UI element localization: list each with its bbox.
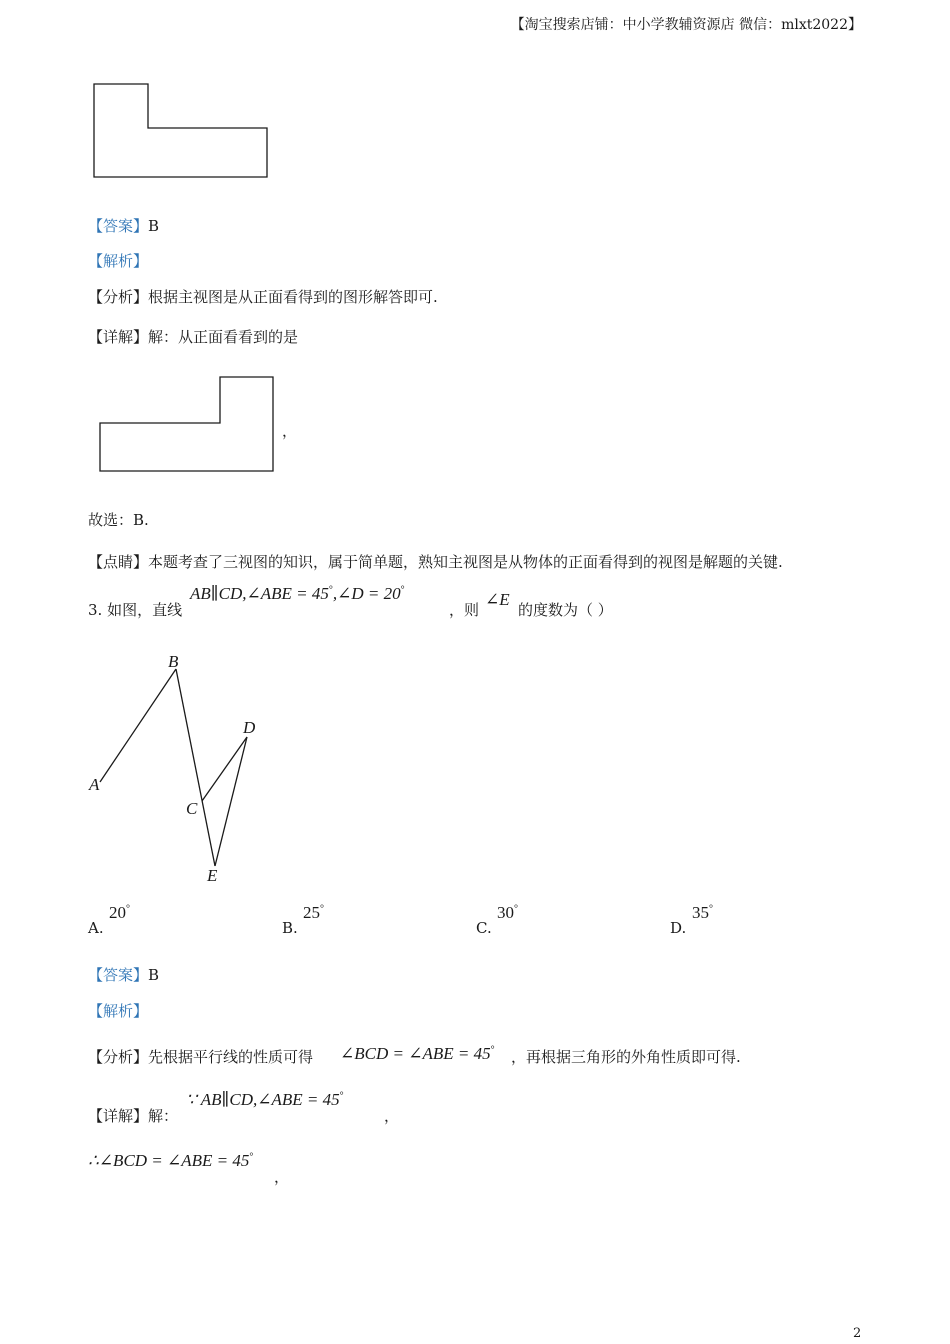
option-c-label: C. xyxy=(476,919,492,937)
q3-stem-suffix: 的度数为（ ） xyxy=(518,601,613,619)
q2-analysis-tag: 【解析】 xyxy=(88,252,149,270)
degree-sign: ° xyxy=(320,903,324,915)
degree-sign: ° xyxy=(249,1151,254,1163)
option-b-value xyxy=(303,903,324,923)
option-b-label: B. xyxy=(282,919,298,937)
q2-detail-comma: ， xyxy=(282,422,298,440)
q3-detail-math2-text: ∴∠BCD = ∠ABE = 45 xyxy=(88,1151,250,1170)
degree-sign: ° xyxy=(339,1090,344,1102)
point-label-d: D xyxy=(243,718,256,737)
q3-detail-comma1: ， xyxy=(384,1107,400,1125)
option-d-value xyxy=(692,903,713,923)
q3-fenxi-post: ，再根据三角形的外角性质即可得. xyxy=(511,1048,741,1066)
q3-detail-line xyxy=(88,1106,178,1126)
q2-detail: 解：从正面看看到的是 xyxy=(148,328,299,346)
point-label-c: C xyxy=(186,799,198,818)
option-c-value xyxy=(497,903,518,923)
option-d-label: D. xyxy=(670,919,687,937)
page-number: 2 xyxy=(853,1326,862,1341)
q3-detail-math1-text: ∵ AB∥CD,∠ABE = 45 xyxy=(186,1090,340,1109)
option-a-value xyxy=(109,903,130,923)
q2-answer: B xyxy=(148,217,160,235)
degree-sign: ° xyxy=(328,584,333,596)
q2-fenxi-tag: 【分析】 xyxy=(88,288,149,306)
q3-answer: B xyxy=(148,966,160,984)
option-c-number: 30 xyxy=(497,903,514,922)
degree-sign: ° xyxy=(709,903,713,915)
q2-answer-tag: 【答案】 xyxy=(88,217,149,235)
option-d-number: 35 xyxy=(692,903,709,922)
q2-dianjing-tag: 【点睛】 xyxy=(88,553,149,571)
q3-answer-tag: 【答案】 xyxy=(88,966,149,984)
q3-detail-math1 xyxy=(186,1090,344,1110)
q3-fenxi-math-text: ∠BCD = ∠ABE = 45 xyxy=(340,1044,491,1063)
q3-stem-mid: ，则 xyxy=(449,601,480,619)
q3-analysis-tag: 【解析】 xyxy=(88,1002,149,1020)
q3-analysis-line xyxy=(88,1001,148,1021)
q3-fenxi-line xyxy=(88,1047,313,1067)
degree-sign: ° xyxy=(490,1044,495,1056)
q2-choice: 故选：B. xyxy=(88,511,149,529)
q2-fenxi: 根据主视图是从正面看得到的图形解答即可. xyxy=(148,288,438,306)
q3-condition-a: AB∥CD,∠ABE = 45 xyxy=(190,584,329,603)
point-label-e: E xyxy=(207,866,218,885)
segment-be xyxy=(176,669,215,866)
q2-dianjing: 本题考查了三视图的知识，属于简单题，熟知主视图是从物体的正面看得到的视图是解题的关键. xyxy=(148,553,783,571)
q3-detail-tag: 【详解】 xyxy=(88,1107,149,1125)
degree-sign: ° xyxy=(400,584,405,596)
q3-fenxi-pre: 先根据平行线的性质可得 xyxy=(148,1048,314,1066)
q3-fenxi-math xyxy=(340,1044,495,1064)
point-label-b: B xyxy=(168,652,179,671)
q3-condition-b: ,∠D = 20 xyxy=(332,584,401,603)
q3-angle-e: ∠E xyxy=(485,590,510,609)
segment-cd xyxy=(202,737,247,801)
point-label-a: A xyxy=(89,775,100,794)
q3-detail-comma2: ， xyxy=(274,1168,290,1186)
segment-de xyxy=(215,737,247,866)
segment-ab xyxy=(100,669,176,782)
option-a-number: 20 xyxy=(109,903,126,922)
option-a-label: A. xyxy=(88,919,104,937)
q3-answer-line xyxy=(88,965,159,985)
q2-detail-tag: 【详解】 xyxy=(88,328,149,346)
option-b-number: 25 xyxy=(303,903,320,922)
q3-fenxi-tag: 【分析】 xyxy=(88,1048,149,1066)
degree-sign: ° xyxy=(514,903,518,915)
q3-detail-pre: 解： xyxy=(148,1107,179,1125)
q3-detail-math2 xyxy=(88,1151,253,1171)
q3-stem-prefix: 3. 如图，直线 xyxy=(88,601,183,619)
page-header: 【淘宝搜索店铺：中小学教辅资源店 微信：mlxt2022】 xyxy=(510,17,862,33)
degree-sign: ° xyxy=(126,903,130,915)
